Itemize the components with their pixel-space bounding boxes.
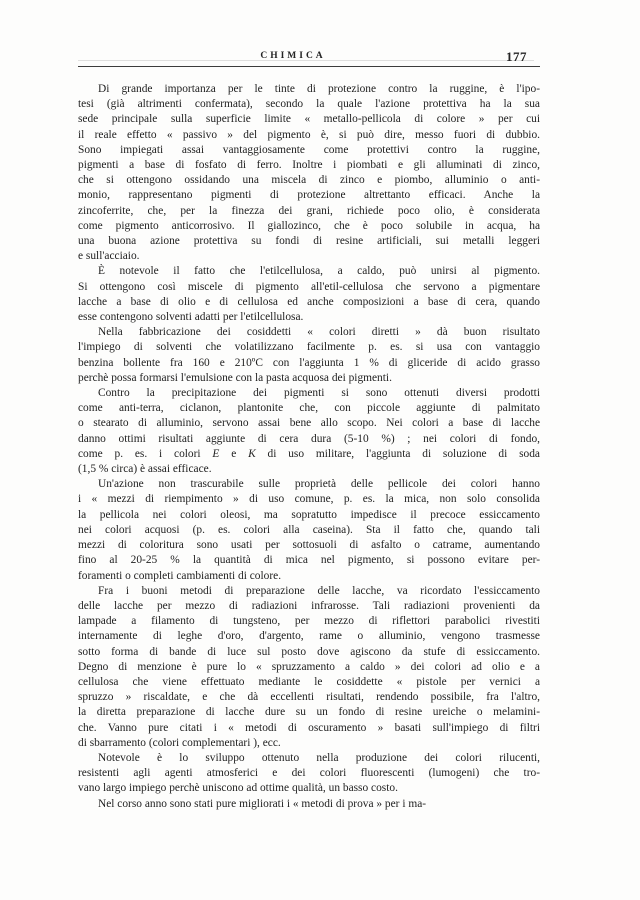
text-line: spruzzo » riscaldate, e che dà eccellenti risultati, rendendo possibile, fra l'altro, <box>78 691 540 704</box>
text-line: pigmenti a base di fosfato di ferro. Inoltre i piombati e gli alluminati di zinco, <box>78 159 540 172</box>
text-line: Si ottengono così miscele di pigmento all'etil-cellulosa che servono a pigmentare <box>78 280 540 293</box>
text-line: sede principale sulla superficie limite « metallo-pellicola di colore » per cui <box>78 113 540 126</box>
paragraph <box>78 386 540 477</box>
text-line: tesi (già altrimenti confermata), secondo la quale l'azione protettiva ha la sua <box>78 98 540 111</box>
paragraph <box>78 797 540 812</box>
paragraph <box>78 82 540 264</box>
text-line: e sull'acciaio. <box>78 250 140 263</box>
header-rule <box>78 66 540 67</box>
text-line: (1,5 % circa) è assai efficace. <box>78 463 212 476</box>
text-line: l'impiego di solventi che volatilizzano facilmente p. es. si usa con vantaggio <box>78 341 540 354</box>
text-line: Nella fabbricazione dei cosiddetti « colori diretti » dà buon risultato <box>98 326 540 339</box>
text-line: benzina bollente fra 160 e 210ºC con l'aggiunta 1 % di gliceride di acido grasso <box>78 356 540 369</box>
running-header <box>78 0 540 67</box>
text-line: o stearato di alluminio, servono assai bene allo scopo. Nei colori a base di lacche <box>78 417 540 430</box>
text-line: resistenti agli agenti atmosferici e dei colori fluorescenti (lumogeni) che tro- <box>78 767 540 780</box>
text-line: Di grande importanza per le tinte di protezione contro la ruggine, è l'ipo- <box>98 83 540 95</box>
text-line: sotto forma di bande di luce sul posto dove agiscono da stufe di essiccamento. <box>78 645 540 658</box>
text-line: foramenti o completi cambiamenti di colore. <box>78 569 282 582</box>
text-line: che. Vanno pure citati i « metodi di oscuramento » basati sull'impiego di filtri <box>78 721 540 734</box>
text-line: esse contengono solventi adatti per l'etilcellulosa. <box>78 311 304 324</box>
page-number: 177 <box>506 49 527 64</box>
text-line: internamente di leghe d'oro, d'argento, rame o alluminio, vengono trasmesse <box>78 630 540 643</box>
text-line: nei colori acquosi (p. es. colori alla caseina). Sta il fatto che, quando tali <box>78 523 540 536</box>
text-line: come pigmento anticorrosivo. Il giallozinco, che è poco solubile in acqua, ha <box>78 219 540 232</box>
text-line: lampade a filamento di tungsteno, per mezzo di riflettori parabolici rivestiti <box>78 615 540 628</box>
text-line: zincoferrite, che, per la finezza dei grani, richiede poco olio, è considerata <box>78 204 540 217</box>
paragraph <box>78 477 540 583</box>
paragraph <box>78 751 540 797</box>
text-line: il reale effetto « passivo » del pigmento è, si può dire, messo fuori di dubbio. <box>78 128 540 141</box>
page-body <box>78 82 540 812</box>
text-line: mezzi di coloritura sono usati per sottosuoli di asfalto o catrame, aumentando <box>78 539 540 552</box>
text-line: Contro la precipitazione dei pigmenti si sono ottenuti diversi prodotti <box>98 387 540 400</box>
text-line: Notevole è lo sviluppo ottenuto nella produzione dei colori rilucenti, <box>98 751 540 764</box>
text-line: Fra i buoni metodi di preparazione delle lacche, va ricordato l'essiccamento <box>98 584 540 597</box>
text-line: di sbarramento (colori complementari ), ecc. <box>78 736 281 749</box>
text-line: danno ottimi risultati aggiunte di cera dura (5-10 %) ; nei colori di fondo, <box>78 432 540 445</box>
text-line: che si ottengono ossidando una miscela di zinco e piombo, alluminio o anti- <box>78 174 540 187</box>
text-line: la pellicola nei colori oleosi, ma sopratutto impedisce il precoce essiccamento <box>78 508 540 521</box>
text-line: Degno di menzione è pure lo « spruzzamento a caldo » dei colori ad olio e a <box>78 660 540 673</box>
text-line: Un'azione non trascurabile sulle proprietà delle pellicole dei colori hanno <box>98 478 540 491</box>
paragraph <box>78 264 540 325</box>
text-line: come p. es. i colori E e K di uso militare, l'aggiunta di soluzione di soda <box>78 447 540 460</box>
text-line: come anti-terra, ciclanon, plantonite che, con piccole aggiunte di palmitato <box>78 402 540 415</box>
text-line: lacche a base di olio e di cellulosa ed anche composizioni a base di cera, quando <box>78 295 540 308</box>
paragraph <box>78 584 540 751</box>
text-line: Sono impiegati assai vantaggiosamente come protettivi contro la ruggine, <box>78 143 540 156</box>
text-line: la diretta preparazione di lacche dure su un fondo di resine ureiche o melamini- <box>78 706 540 719</box>
text-line: vano largo impiego perchè uniscono ad ottime qualità, un basso costo. <box>78 782 398 795</box>
text-line: fino al 20-25 % la quantità di mica nel pigmento, si possono evitare per- <box>78 554 540 567</box>
text-line: perchè possa formarsi l'emulsione con la pasta acquosa dei pigmenti. <box>78 371 392 384</box>
running-header-title: CHIMICA <box>260 51 326 61</box>
text-line: cellulosa che viene effettuato mediante le cosiddette « pistole per vernici a <box>78 675 540 688</box>
text-line: Nel corso anno sono stati pure migliorati i « metodi di prova » per i ma- <box>98 797 427 810</box>
text-line: monio, rappresentano pigmenti di protezione altrettanto efficaci. Anche la <box>78 189 540 202</box>
text-line: i « mezzi di riempimento » di uso comune, p. es. la mica, non solo consolida <box>78 493 540 506</box>
text-line: È notevole il fatto che l'etilcellulosa, a caldo, può unirsi al pigmento. <box>98 265 540 278</box>
text-line: delle lacche per mezzo di radiazioni infrarosse. Tali radiazioni provenienti da <box>78 599 540 612</box>
text-line: una buona azione protettiva su fondi di resine artificiali, sui metalli leggeri <box>78 235 540 248</box>
paragraph <box>78 325 540 386</box>
